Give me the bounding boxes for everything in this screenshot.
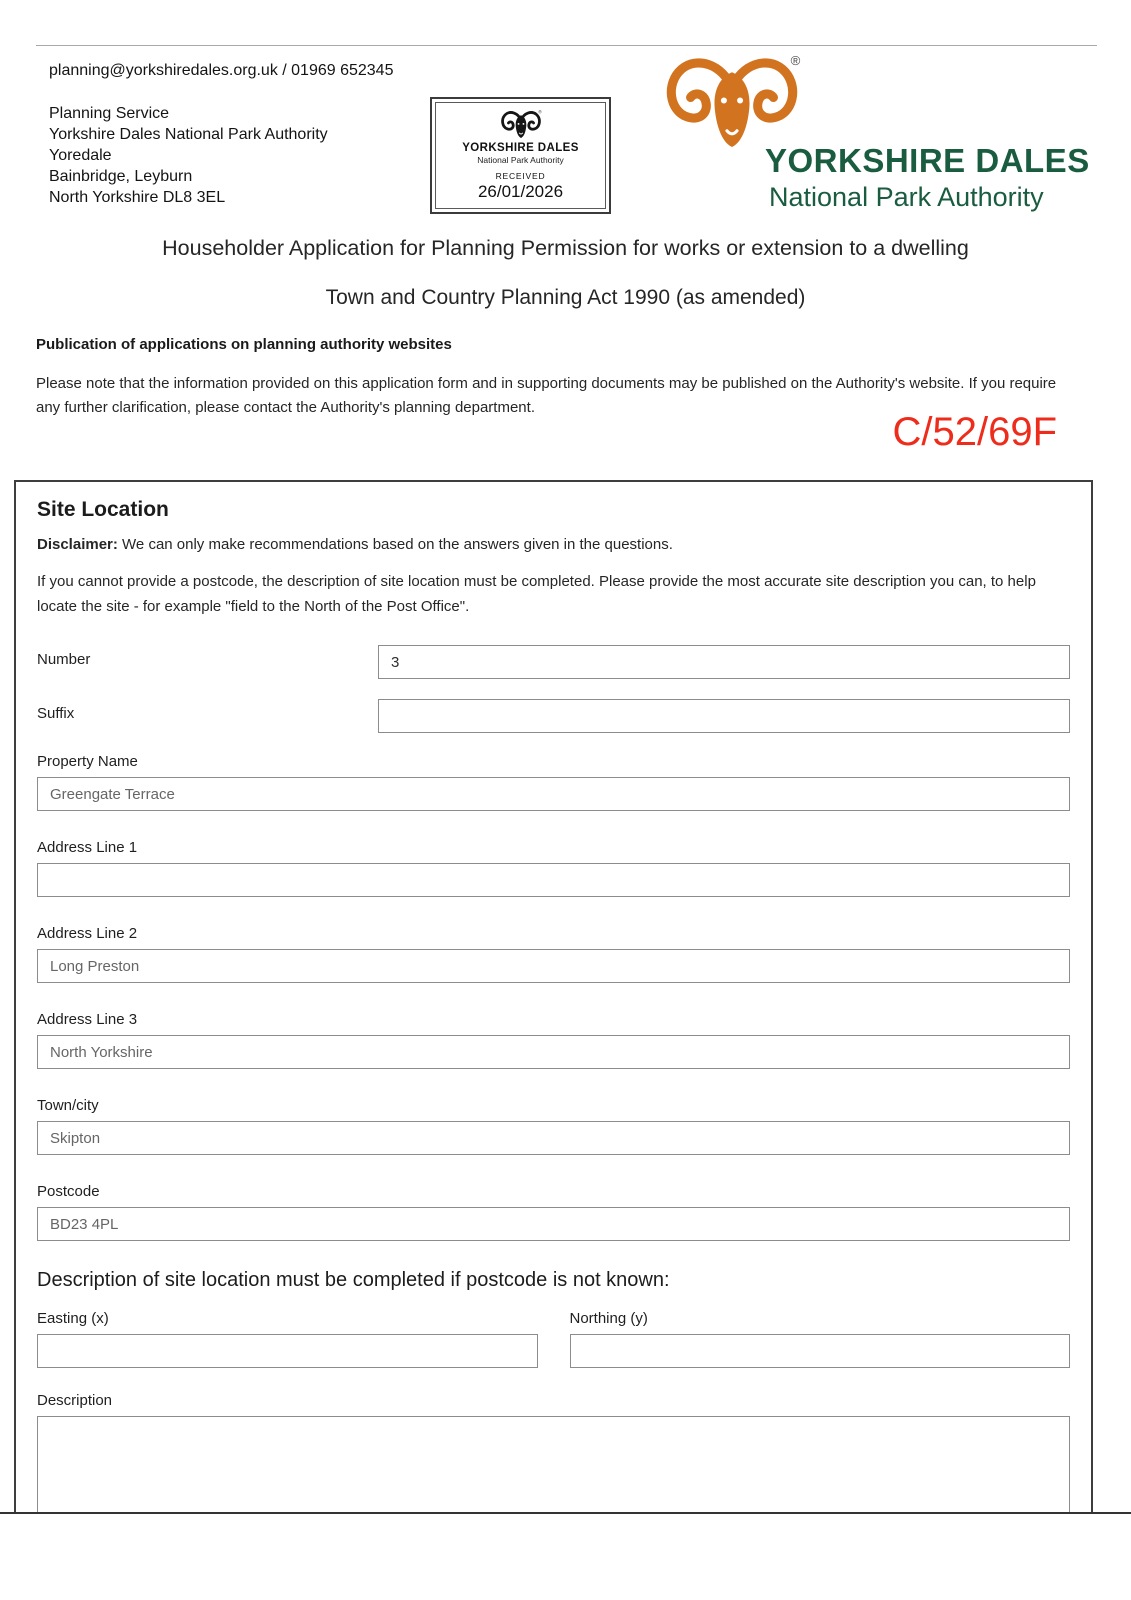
address-line: Yorkshire Dales National Park Authority — [49, 126, 328, 143]
northing-label: Northing (y) — [569, 1310, 648, 1327]
description-textarea[interactable] — [37, 1416, 1070, 1514]
address-line-2-input[interactable] — [37, 949, 1070, 983]
disclaimer-body: We can only make recommendations based on the answers given in the questions. — [117, 536, 673, 553]
easting-label: Easting (x) — [37, 1310, 109, 1327]
address-line-1-label: Address Line 1 — [37, 839, 138, 856]
brand-title: YORKSHIRE DALES — [765, 142, 1090, 179]
stamp-received-date: 26/01/2026 — [477, 182, 564, 201]
property-name-label: Property Name — [37, 753, 138, 770]
postcode-input[interactable] — [37, 1207, 1070, 1241]
description-section-heading: Description of site location must be completed if postcode is not known: — [37, 1269, 670, 1291]
stamp-org-name: YORKSHIRE DALES — [462, 142, 579, 154]
description-row — [37, 1392, 1070, 1514]
publication-body: Please note that the information provided on this application form and in supporting documents may be published on the Authority's website. If you require any further clarification, please contact the Authority's planning department. — [36, 375, 1057, 416]
registered-mark: ® — [537, 109, 542, 115]
section-heading: Site Location — [37, 498, 169, 521]
address-line-2-label: Address Line 2 — [37, 925, 138, 942]
northing-cell — [570, 1310, 1071, 1368]
number-row — [37, 645, 1070, 679]
address-line-1-input[interactable] — [37, 863, 1070, 897]
form-subtitle: Town and Country Planning Act 1990 (as amended) — [325, 286, 806, 309]
address-line: North Yorkshire DL8 3EL — [49, 189, 226, 206]
address-line-3-input[interactable] — [37, 1035, 1070, 1069]
form-title: Householder Application for Planning Permission for works or extension to a dwelling — [162, 236, 969, 260]
town-city-label: Town/city — [37, 1097, 99, 1114]
number-input[interactable] — [378, 645, 1070, 679]
property-name-row — [37, 753, 1070, 811]
suffix-row — [37, 699, 1070, 733]
description-label: Description — [37, 1392, 113, 1409]
address-line: Bainbridge, Leyburn — [49, 168, 193, 185]
registered-mark: ® — [790, 53, 801, 69]
ram-logo-icon — [656, 52, 808, 153]
contact-line: planning@yorkshiredales.org.uk / 01969 652345 — [49, 62, 394, 79]
site-location-section — [14, 480, 1093, 1514]
northing-input[interactable] — [570, 1334, 1071, 1368]
publication-heading: Publication of applications on planning authority websites — [36, 336, 452, 353]
postcode-label: Postcode — [37, 1183, 100, 1200]
town-city-row — [37, 1097, 1070, 1155]
suffix-label: Suffix — [37, 705, 75, 722]
disclaimer-text — [37, 536, 1070, 553]
authority-contact-block — [49, 60, 393, 208]
received-stamp-inner — [435, 102, 606, 209]
address-line-1-row — [37, 839, 1070, 897]
easting-input[interactable] — [37, 1334, 538, 1368]
address-line: Planning Service — [49, 105, 170, 122]
property-name-input[interactable] — [37, 777, 1070, 811]
address-line-3-row — [37, 1011, 1070, 1069]
suffix-input[interactable] — [378, 699, 1070, 733]
easting-cell — [37, 1310, 538, 1368]
town-city-input[interactable] — [37, 1121, 1070, 1155]
ram-stamp-icon — [498, 109, 544, 140]
number-label: Number — [37, 651, 91, 668]
address-line: Yoredale — [49, 147, 112, 164]
instructions-text: If you cannot provide a postcode, the description of site location must be completed. Please provide the most accurate site description you can, to help locate the site - for example "field to the North of the Post Office". — [37, 573, 1036, 615]
page-break-divider — [0, 1512, 1131, 1514]
easting-northing-row — [37, 1310, 1070, 1368]
reference-code: C/52/69F — [892, 410, 1057, 454]
top-divider — [36, 45, 1097, 46]
address-line-3-label: Address Line 3 — [37, 1011, 138, 1028]
received-stamp — [430, 97, 611, 214]
postcode-row — [37, 1183, 1070, 1241]
stamp-org-subtitle: National Park Authority — [477, 155, 564, 165]
brand-subtitle: National Park Authority — [769, 182, 1044, 212]
address-line-2-row — [37, 925, 1070, 983]
stamp-received-label: RECEIVED — [495, 171, 546, 181]
disclaimer-label: Disclaimer: — [37, 536, 118, 553]
